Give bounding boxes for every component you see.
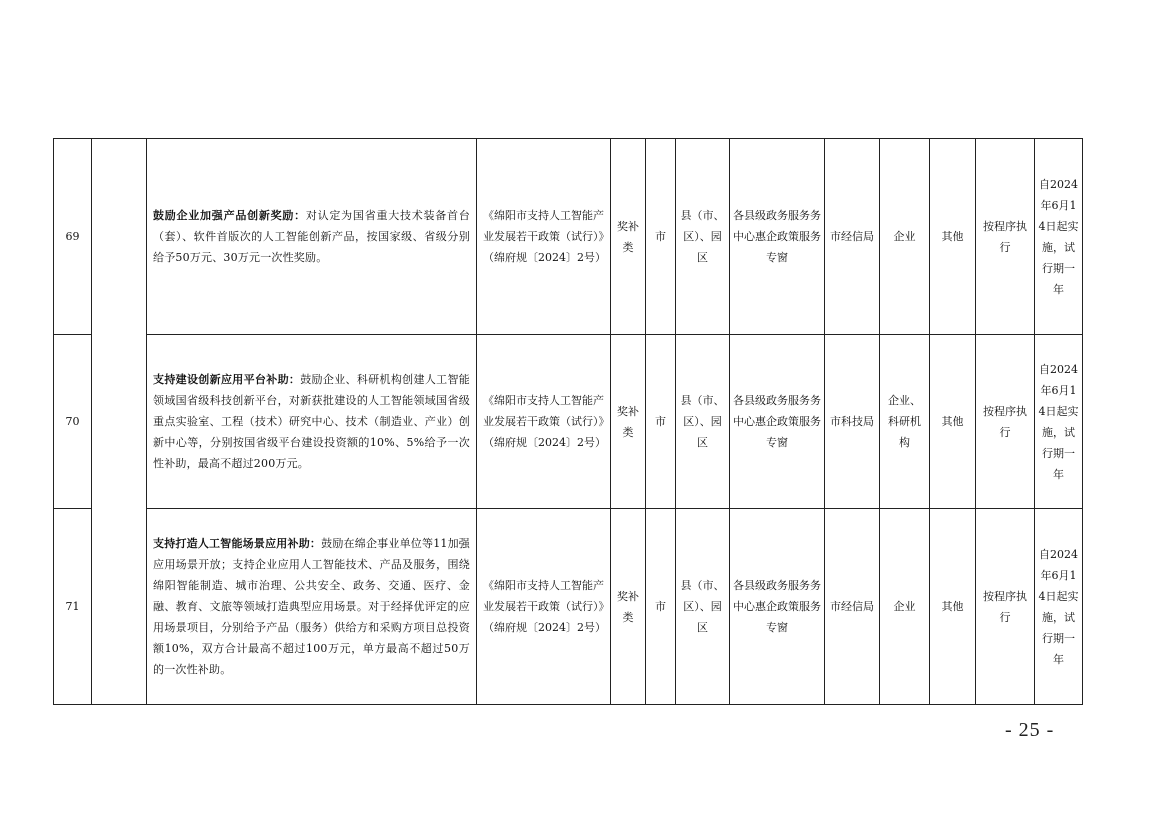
policy-level: 市	[646, 509, 676, 705]
application-method: 其他	[930, 509, 976, 705]
application-method: 其他	[930, 139, 976, 335]
procedure: 按程序执行	[976, 139, 1035, 335]
service-window: 各县级政务服务务中心惠企政策服务专窗	[730, 139, 825, 335]
row-number: 71	[54, 509, 92, 705]
policy-table	[53, 138, 1083, 705]
validity-period: 自2024年6月14日起实施，试行期一年	[1035, 509, 1083, 705]
policy-type: 奖补类	[611, 509, 646, 705]
policy-description	[147, 335, 477, 509]
procedure: 按程序执行	[976, 509, 1035, 705]
responsible-department: 市科技局	[825, 335, 880, 509]
application-method: 其他	[930, 335, 976, 509]
responsible-department: 市经信局	[825, 139, 880, 335]
policy-type: 奖补类	[611, 335, 646, 509]
policy-content: 对认定为国省重大技术装备首台（套）、软件首版次的人工智能创新产品，按国家级、省级分别给予50万元、30万元一次性奖励。	[153, 209, 470, 264]
policy-scope: 县（市、区）、园区	[676, 335, 730, 509]
validity-period: 自2024年6月14日起实施，试行期一年	[1035, 335, 1083, 509]
service-window: 各县级政务服务务中心惠企政策服务专窗	[730, 335, 825, 509]
policy-description	[147, 509, 477, 705]
target-group: 企业	[880, 509, 930, 705]
procedure: 按程序执行	[976, 335, 1035, 509]
policy-basis: 《绵阳市支持人工智能产业发展若干政策（试行）》（绵府规〔2024〕2号）	[477, 335, 611, 509]
policy-type: 奖补类	[611, 139, 646, 335]
policy-content: 鼓励企业、科研机构创建人工智能领域国省级科技创新平台，对新获批建设的人工智能领域国省级重点实验室、工程（技术）研究中心、技术（制造业、产业）创新中心等，分别按国省级平台建设投资额的10%、5%给予一次性补助，最高不超过200万元。	[153, 373, 470, 470]
category-cell	[92, 139, 147, 705]
row-number: 69	[54, 139, 92, 335]
service-window: 各县级政务服务务中心惠企政策服务专窗	[730, 509, 825, 705]
policy-level: 市	[646, 335, 676, 509]
policy-title: 鼓励企业加强产品创新奖励：	[153, 209, 306, 222]
policy-content: 鼓励在绵企事业单位等11加强应用场景开放；支持企业应用人工智能技术、产品及服务，围绕绵阳智能制造、城市治理、公共安全、政务、交通、医疗、金融、教育、文旅等领域打造典型应用场景。对于经择优评定的应用场景项目，分别给予产品（服务）供给方和采购方项目总投资额10%，双方合计最高不超过100万元，单方最高不超过50万的一次性补助。	[153, 537, 471, 676]
policy-basis: 《绵阳市支持人工智能产业发展若干政策（试行）》（绵府规〔2024〕2号）	[477, 139, 611, 335]
table-row	[54, 139, 1083, 335]
row-number: 70	[54, 335, 92, 509]
policy-scope: 县（市、区）、园区	[676, 509, 730, 705]
validity-period: 自2024年6月14日起实施，试行期一年	[1035, 139, 1083, 335]
target-group: 企业、科研机构	[880, 335, 930, 509]
responsible-department: 市经信局	[825, 509, 880, 705]
table-row	[54, 335, 1083, 509]
page-number: - 25 -	[1005, 719, 1055, 741]
policy-basis: 《绵阳市支持人工智能产业发展若干政策（试行）》（绵府规〔2024〕2号）	[477, 509, 611, 705]
policy-scope: 县（市、区）、园区	[676, 139, 730, 335]
policy-title: 支持打造人工智能场景应用补助：	[153, 537, 322, 550]
policy-level: 市	[646, 139, 676, 335]
target-group: 企业	[880, 139, 930, 335]
policy-title: 支持建设创新应用平台补助：	[153, 373, 301, 386]
policy-description	[147, 139, 477, 335]
table-row	[54, 509, 1083, 705]
